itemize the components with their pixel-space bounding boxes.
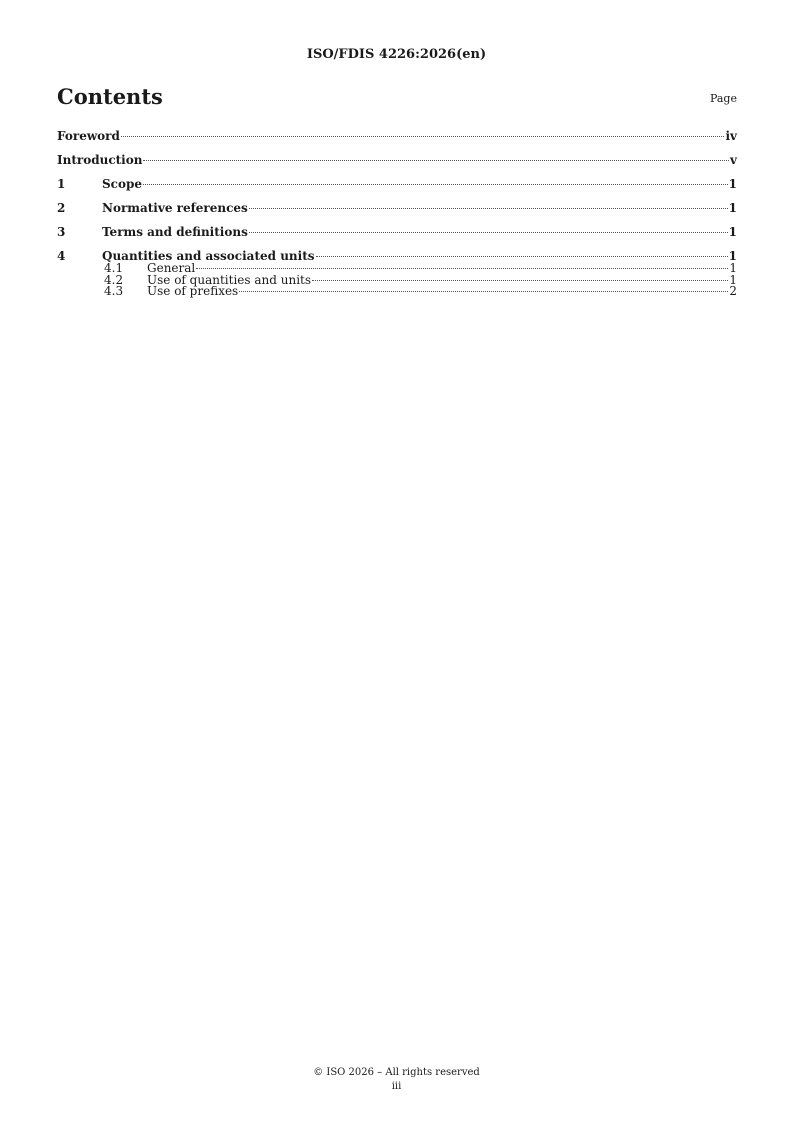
toc-dot-leader (239, 291, 728, 292)
toc-entry-page: 1 (729, 272, 737, 287)
page-number: iii (391, 1081, 402, 1092)
toc-entry-introduction[interactable] (57, 153, 737, 177)
toc-entry-number: 3 (57, 225, 66, 239)
toc-entry-scope[interactable] (57, 177, 737, 201)
toc-dot-leader (249, 232, 728, 233)
toc-entry-text: Scope (102, 177, 143, 191)
toc-entry-text: Use of quantities and units (147, 272, 312, 287)
toc-heading-row (57, 84, 737, 114)
toc-entry-text: Normative references (102, 201, 248, 215)
toc-entry-text: Terms and definitions (102, 225, 248, 239)
copyright-notice: © ISO 2026 – All rights reserved (313, 1067, 480, 1078)
document-id-header: ISO/FDIS 4226:2026(en) (306, 47, 487, 62)
toc-dot-leader (312, 280, 728, 281)
toc-entry-page: v (730, 153, 737, 167)
toc-dot-leader (143, 160, 729, 161)
toc-dot-leader (316, 256, 728, 257)
toc-entry-normative-references[interactable] (57, 201, 737, 225)
toc-dot-leader (249, 208, 728, 209)
toc-entry-page: 1 (728, 201, 737, 215)
toc-entry-page: 2 (729, 284, 737, 298)
toc-entry-page: 1 (728, 249, 737, 263)
toc-title: Contents (57, 84, 163, 109)
toc-dot-leader (121, 136, 725, 137)
toc-entry-number: 4 (57, 249, 66, 263)
toc-entry-number: 1 (57, 177, 66, 191)
toc-entry-text: Foreword (57, 129, 120, 143)
toc-dot-leader (143, 184, 728, 185)
toc-entry-use-of-prefixes[interactable] (57, 286, 737, 298)
toc-entry-number: 2 (57, 201, 66, 215)
page-footer (0, 1066, 793, 1094)
toc-entry-page: 1 (729, 261, 737, 275)
toc-entry-number: 4.3 (104, 284, 124, 298)
toc-dot-leader (196, 268, 728, 269)
toc-entry-terms-and-definitions[interactable] (57, 225, 737, 249)
toc-entry-page: 1 (728, 177, 737, 191)
toc-page-column-label: Page (709, 92, 737, 105)
toc-entry-text: Use of prefixes (147, 284, 239, 298)
toc-entry-page: iv (725, 129, 737, 143)
toc-entry-text: Quantities and associated units (102, 249, 315, 263)
toc-entry-number: 4.1 (104, 261, 124, 275)
toc-entry-number: 4.2 (104, 272, 124, 287)
toc-entry-page: 1 (728, 225, 737, 239)
toc-entry-foreword[interactable] (57, 129, 737, 153)
toc-entry-text: Introduction (57, 153, 143, 167)
table-of-contents (57, 129, 737, 298)
toc-entry-text: General (147, 261, 196, 275)
